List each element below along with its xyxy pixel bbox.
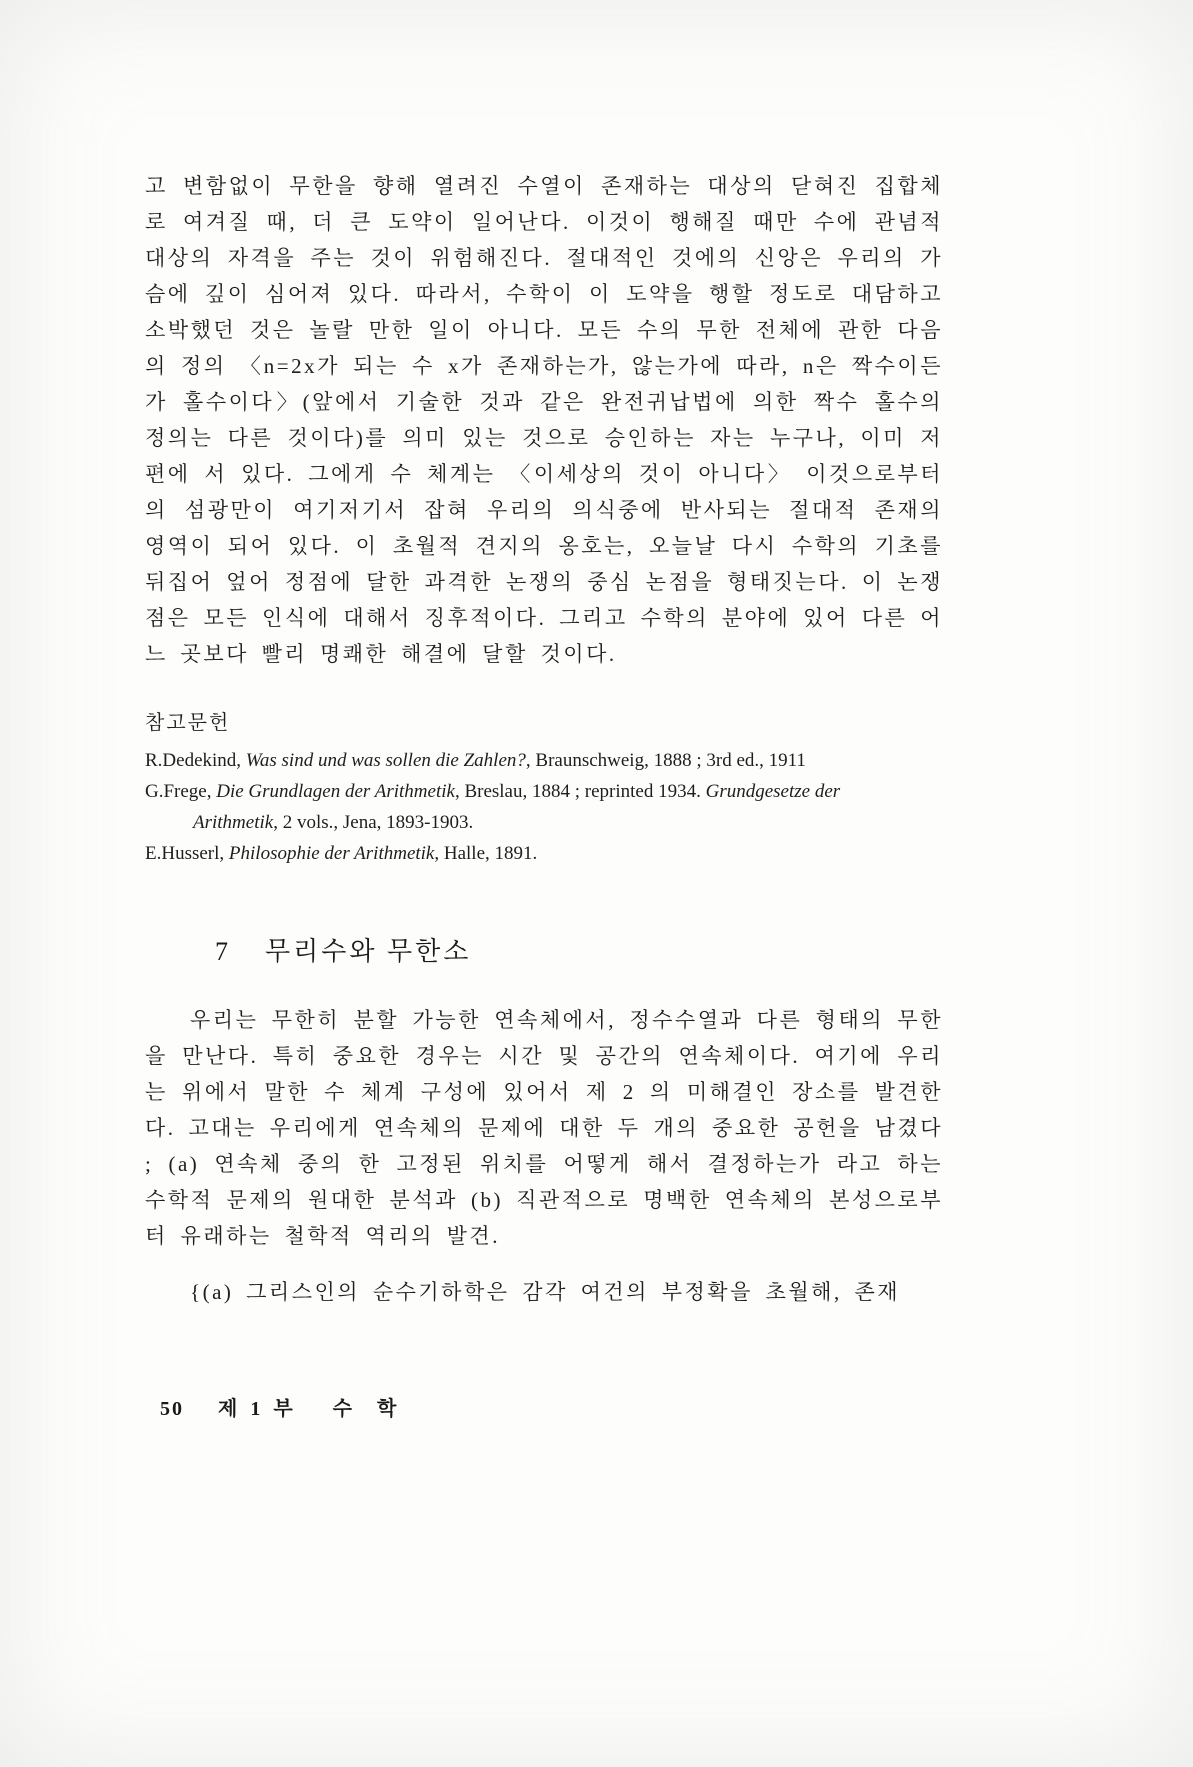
references-heading: 참고문헌: [145, 712, 231, 734]
reference-title: Was sind und was sollen die Zahlen?: [245, 750, 526, 771]
page-content: [145, 168, 943, 1310]
section-heading: [215, 931, 943, 968]
reference-text: R.Dedekind,: [145, 750, 246, 771]
reference-title: Philosophie der Arithmetik: [228, 843, 435, 864]
reference-text: , Braunschweig, 1888 ; 3rd ed., 1911: [525, 750, 806, 771]
section-title: 무리수와 무한소: [265, 937, 472, 966]
section-number: 7: [215, 937, 231, 966]
reference-text: , 2 vols., Jena, 1893-1903.: [273, 812, 474, 833]
reference-title: Arithmetik: [193, 812, 274, 833]
reference-text: , Breslau, 1884 ; reprinted 1934.: [454, 781, 706, 802]
reference-line: [145, 776, 943, 807]
references-section: [145, 706, 943, 869]
reference-line: [145, 838, 943, 869]
paragraph-continuum: 우리는 무한히 분할 가능한 연속체에서, 정수수열과 다른 형태의 무한을 만난다. 특히 중요한 경우는 시간 및 공간의 연속체이다. 여기에 우리는 위에서 말한 수 체계 구성에 있어서 제 2 의 미해결인 장소를 발견한다. 고대는 우리에게 연속체의 문제에 대한 두 개의 중요한 공헌을 남겼다 ; (a) 연속체 중의 한 고정된 위치를 어떻게 해서 결정하는가 라고 하는 수학적 문제의 원대한 분석과 (b) 직관적으로 명백한 연속체의 본성으로부터 유래하는 철학적 역리의 발견.: [145, 1008, 943, 1248]
reference-line: [145, 807, 943, 838]
page-footer: [160, 1392, 406, 1421]
reference-line: [145, 745, 943, 776]
references-list: [145, 745, 943, 869]
reference-title: Die Grundlagen der Arithmetik: [216, 781, 455, 802]
reference-text: , Halle, 1891.: [434, 843, 538, 864]
part-label: 제 1 부: [218, 1398, 297, 1420]
reference-text: G.Frege,: [145, 781, 217, 802]
reference-title: Grundgesetze der: [705, 781, 841, 802]
page-number: 50: [160, 1398, 184, 1420]
subject-label: 수 학: [332, 1398, 407, 1420]
body-paragraph-infinity: 고 변함없이 무한을 향해 열려진 수열이 존재하는 대상의 닫혀진 집합체로 여겨질 때, 더 큰 도약이 일어난다. 이것이 행해질 때만 수에 관념적 대상의 자격을 주는 것이 위험해진다. 절대적인 것에의 신앙은 우리의 가슴에 깊이 심어져 있다. 따라서, 수학이 이 도약을 행할 정도로 대담하고 소박했던 것은 놀랄 만한 일이 아니다. 모든 수의 무한 전체에 관한 다음의 정의 〈n=2x가 되는 수 x가 존재하는가, 않는가에 따라, n은 짝수이든가 홀수이다〉(앞에서 기술한 것과 같은 완전귀납법에 의한 짝수 홀수의 정의는 다른 것이다)를 의미 있는 것으로 승인하는 자는 누구나, 이미 저편에 서 있다. 그에게 수 체계는 〈이세상의 것이 아니다〉 이것으로부터의 섬광만이 여기저기서 잡혀 우리의 의식중에 반사되는 절대적 존재의 영역이 되어 있다. 이 초월적 견지의 옹호는, 오늘날 다시 수학의 기초를 뒤집어 엎어 정점에 달한 과격한 논쟁의 중심 논점을 형태짓는다. 이 논쟁점은 모든 인식에 대해서 징후적이다. 그리고 수학의 분야에 있어 다른 어느 곳보다 빨리 명쾌한 해결에 달할 것이다.: [145, 174, 943, 666]
paragraph-greek-geometry: {(a) 그리스인의 순수기하학은 감각 여건의 부정확을 초월해, 존재: [190, 1280, 901, 1304]
reference-text: E.Husserl,: [145, 843, 229, 864]
